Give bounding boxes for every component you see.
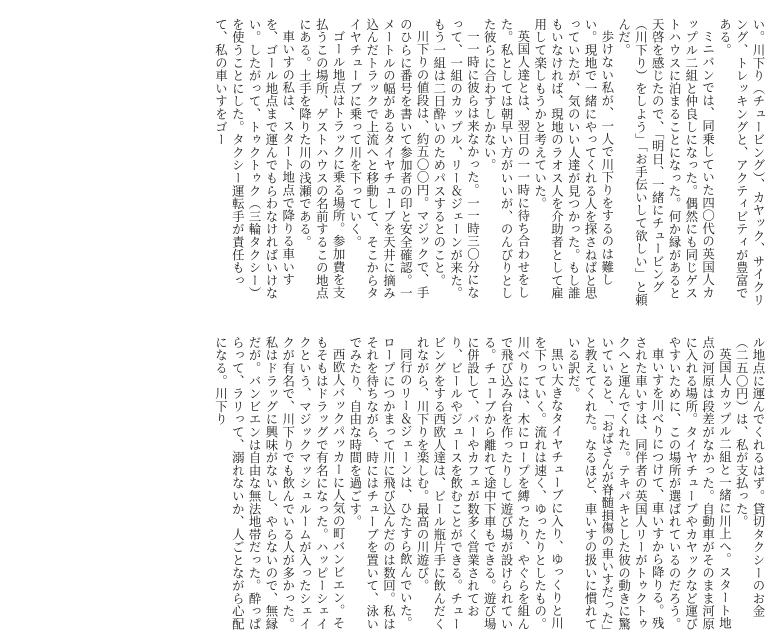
paragraph: 同行のリー＆ジェーンは、ひたすら飲んでいた。ロープにつかまって川に飛び込んだのは数回。私はそれを待ちながら、時にはチューブを置いて、泳いでみたり、自由な時間を過ごす。 xyxy=(347,336,414,631)
paragraph: ゴール地点はトラックに乗る場所。参加費を支払うこの場所、ゲストハウスの名前するこの地点にある。土手を降りた川の浅瀬である。 xyxy=(297,18,347,300)
paragraph: ミニバンでは、同乗していた四〇代の英国人カップル二組と仲良しになった。偶然にも同じゲストハウスに泊まることになった。何か縁があると天啓を感じたので、「明日、一緒にチュービング（川下り）をしよう」「お手伝いして欲しい」と頼んだ。 xyxy=(616,18,716,307)
paragraph: 車いすの私は、スタート地点で降りる車いすを、ゴール地点まで運んでもらわなければいけない。したがって、トゥクトゥク（三輪タクシー）を使うことにした。タクシー運転手が責任もって、私の車いすをゴー xyxy=(213,18,296,300)
paragraph: い。川下り（チュービング）、カヤック、サイクリング、トレッキングと、アクティビティが豊富である。 xyxy=(717,18,766,307)
paragraph: 歩けない私が、一人で川下りをするのは難しい。現地で一緒にやってくれる人を探さねばと思っていたが、気のいい人達が見つかった。もし誰もいなければ、現地のラオス人を介助者として雇用して楽しもうかと考えていた。 xyxy=(532,18,615,300)
paragraph: 英国人カップル二組と一緒に川上へ。スタート地点の河原は段差がなかった。自動車がそのまま河原に入れる場所。タイヤチューブやカヤックなど運びやすいために、この場所が選ばれているのだろう。 xyxy=(667,336,733,631)
top-text-block xyxy=(8,18,766,308)
paragraph: 川下りの値段は、約五〇〇円。マジックで、手のひらに番号を書いて参加者の印と安全確認。一メートルの幅があるタイヤチューブを天井に摘み込んだトラックで上流へと移動して、そこからタイヤチューブに乗って川を下っていく。 xyxy=(347,18,431,300)
paragraph: 黒い大きなタイヤチューブに入り、ゆっくりと川を下っていく。流れは速く、ゆったりとしたもの。川べりには、木にロープを縛ったり、やぐらを組んで飛び込み台を作ったりして遊び場が設けられている。チューブから離れて途中下車もできる。遊び場に併設して、バーやカフェが数多く営業されており、ビールやジュースを飲むことができる。チュービングをする西欧人達は、ビール瓶片手に飲んだくれながら、川下りを楽しむ。最高の川遊び。 xyxy=(415,336,565,631)
bottom-text-block xyxy=(8,336,766,636)
paragraph: 一一時に彼らは来なかった。一一時三〇分になって、一組のカップル、リー＆ジェーンが来た。もう一組は二日酔いのためパスするとのこと。 xyxy=(431,18,481,300)
paragraph: 英国人達とは、翌日の一一時に待ち合わせをした。私としては朝早い方がいいが、のんびりとした彼らに合わすしかない。 xyxy=(482,18,531,300)
paragraph: ル地点に運んでくれるはず。貸切タクシーのお金（二五〇円）は、私が支払った。 xyxy=(734,336,766,618)
paragraph: 車いすを川べりにつけて、車いすから降りる。残された車いすは、同伴者の英国人リーがトゥクトゥクへと運んでくれた。テキパキとした彼の動きに驚いていると、「おばさんが脊髄損傷の車いすだった」と教えてくれた。なるほど、車いすの扱いに慣れている訳だ。 xyxy=(566,336,666,631)
paragraph: 西欧人バックパッカーに人気の町バンビエン。そもそもはドラッグで有名になった。ハッピーシェイクという、マジックマッシュルームが入ったシェイクが有名で、川下りでも飲んでいる人が多かった。私はドラッグに興味がないし、やらないので、無縁だが。バンビエンは自由な無法地帯だった。酔っぱらって、ラリって、溺れないか、人ごとながら心配になる。川下り xyxy=(213,336,347,631)
